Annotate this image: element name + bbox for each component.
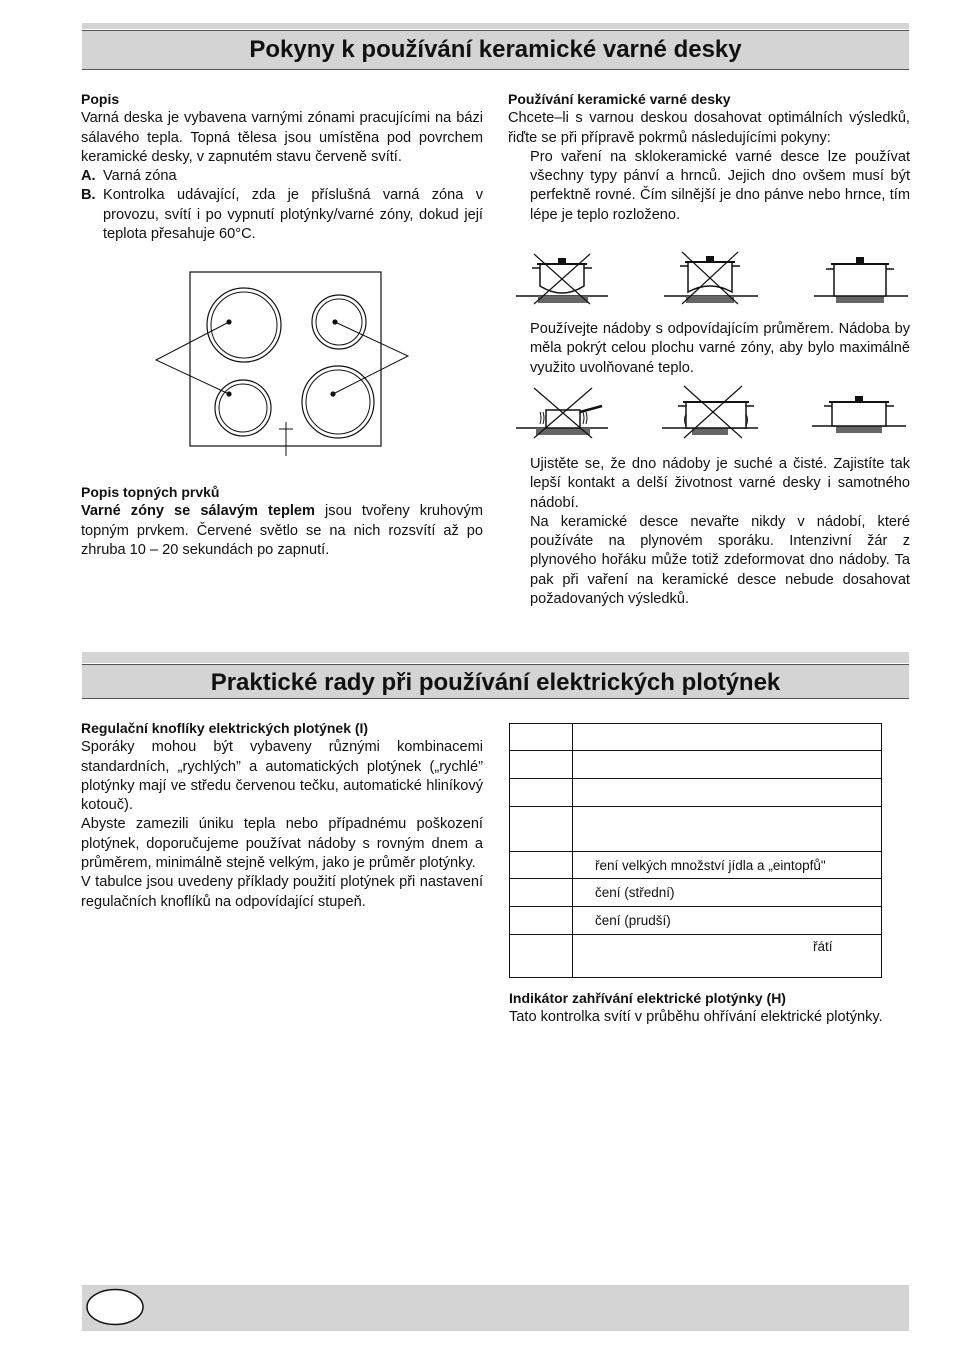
cooking-zone-circle bbox=[302, 366, 374, 438]
indikator-heading: Indikátor zahřívání elektrické plotýnky (H) bbox=[509, 990, 786, 1006]
page-number-oval bbox=[86, 1288, 146, 1328]
indikator-block bbox=[509, 989, 919, 1028]
regulace-heading: Regulační knoflíky elektrických plotýnek (I) bbox=[81, 720, 369, 736]
prvky-column bbox=[81, 483, 483, 560]
pouzivani-p2: Používejte nádoby s odpovídajícím průměrem. Nádoba by měla pokrýt celou plochu varné zóny, aby bylo maximálně využito uvolňované teplo. bbox=[530, 321, 910, 376]
prvky-bold: Varné zóny se sálavým teplem bbox=[81, 503, 316, 520]
table-row: ření velkých množství jídla a „eintopfů" bbox=[510, 852, 882, 879]
diameter-illustration bbox=[512, 384, 912, 444]
table-row bbox=[510, 779, 882, 807]
regulace-p2: Abyste zamezili úniku tepla nebo případnému poškození plotýnek, doporučujeme používat nádoby s rovným dnem a průměrem, minimálně stejně velkým, jako je průměr plotýnky. bbox=[81, 816, 483, 872]
footer-band bbox=[82, 1285, 909, 1331]
pouzivani-p3: Ujistěte se, že dno nádoby je suché a čisté. Zajistíte tak lepší kontakt a delší životnost varné desky i samotného nádobí. bbox=[530, 456, 910, 511]
regulace-column bbox=[81, 719, 483, 912]
prvky-heading: Popis topných prvků bbox=[81, 484, 220, 500]
heat-settings-table bbox=[509, 723, 882, 978]
section2-top-band bbox=[82, 652, 909, 663]
section1-top-band bbox=[82, 23, 909, 29]
popis-heading: Popis bbox=[81, 91, 120, 107]
prvky-text bbox=[81, 502, 483, 560]
flat-bottom-illustration bbox=[512, 250, 912, 310]
table-row bbox=[510, 724, 882, 751]
list-item bbox=[81, 186, 483, 244]
table-row bbox=[510, 807, 882, 852]
pouzivani-p2-block bbox=[508, 320, 910, 378]
section2-title-band bbox=[82, 664, 909, 699]
cooking-zone-circle bbox=[207, 288, 281, 362]
list-item bbox=[81, 167, 483, 186]
section1-title: Pokyny k používání keramické varné desky bbox=[249, 36, 742, 63]
pouzivani-p4: Na keramické desce nevařte nikdy v nádobí, které používáte na plynovém sporáku. Intenzivní žár z plynového hořáku může totiž zdeformovat dno nádoby. Ta pak při vaření na keramické desce nebude dosahovat požadovaných výsledků. bbox=[530, 513, 910, 608]
list-key: B. bbox=[81, 187, 96, 204]
pouzivani-p1: Pro vaření na sklokeramické varné desce lze používat všechny typy pánví a hrnců. Jejich dno ovšem musí být perfektně rovné. Čím silnější je dno pánve nebo hrnce, tím lépe je teplo rozloženo. bbox=[530, 148, 910, 223]
pouzivani-p34-block bbox=[508, 455, 910, 609]
list-text: Kontrolka udávající, zda je příslušná varná zóna v provozu, svítí i po vypnutí plotýnky/varné zóny, dokud její teplota přesahuje 60°C. bbox=[103, 187, 483, 243]
cooking-zone-circle bbox=[312, 295, 366, 349]
pouzivani-intro-column bbox=[508, 90, 910, 225]
pouzivani-heading: Používání keramické varné desky bbox=[508, 91, 731, 107]
section1-title-band bbox=[82, 30, 909, 70]
hob-diagram bbox=[150, 270, 415, 460]
popis-text: Varná deska je vybavena varnými zónami pracujícími na bázi sálavého tepla. Topná tělesa jsou umístěna pod povrchem keramické desky, v zapnutém stavu červeně svítí. bbox=[81, 110, 483, 165]
table-row: řátí bbox=[510, 935, 882, 978]
regulace-p1: Sporáky mohou být vybaveny různými kombinacemi standardních, „rychlých” a automatických plotýnek („rychlé” plotýnky mají ve středu červenou tečku, automatické hliníkový kotouč). bbox=[81, 739, 483, 814]
indikator-text: Tato kontrolka svítí v průběhu ohřívání elektrické plotýnky. bbox=[509, 1009, 883, 1026]
popis-column bbox=[81, 90, 483, 244]
cooking-zone-circle bbox=[215, 380, 271, 436]
list-key: A. bbox=[81, 168, 96, 185]
table-row bbox=[510, 751, 882, 779]
regulace-p3: V tabulce jsou uvedeny příklady použití plotýnek při nastavení regulačních knoflíků na odpovídající stupeň. bbox=[81, 874, 483, 910]
section2-title: Praktické rady při používání elektrických plotýnek bbox=[210, 669, 781, 696]
list-text: Varná zóna bbox=[103, 168, 177, 185]
table-row: čení (prudší) bbox=[510, 907, 882, 935]
table-row: čení (střední) bbox=[510, 879, 882, 907]
prvky-rest: jsou tvořeny kruhovým topným prvkem. Červené světlo se na nich rozsvítí až po zhruba 10 – 20 sekundách po zapnutí. bbox=[81, 503, 483, 558]
pouzivani-intro: Chcete–li s varnou deskou dosahovat optimálních výsledků, řiďte se při přípravě pokrmů následujícími pokyny: bbox=[508, 110, 910, 146]
